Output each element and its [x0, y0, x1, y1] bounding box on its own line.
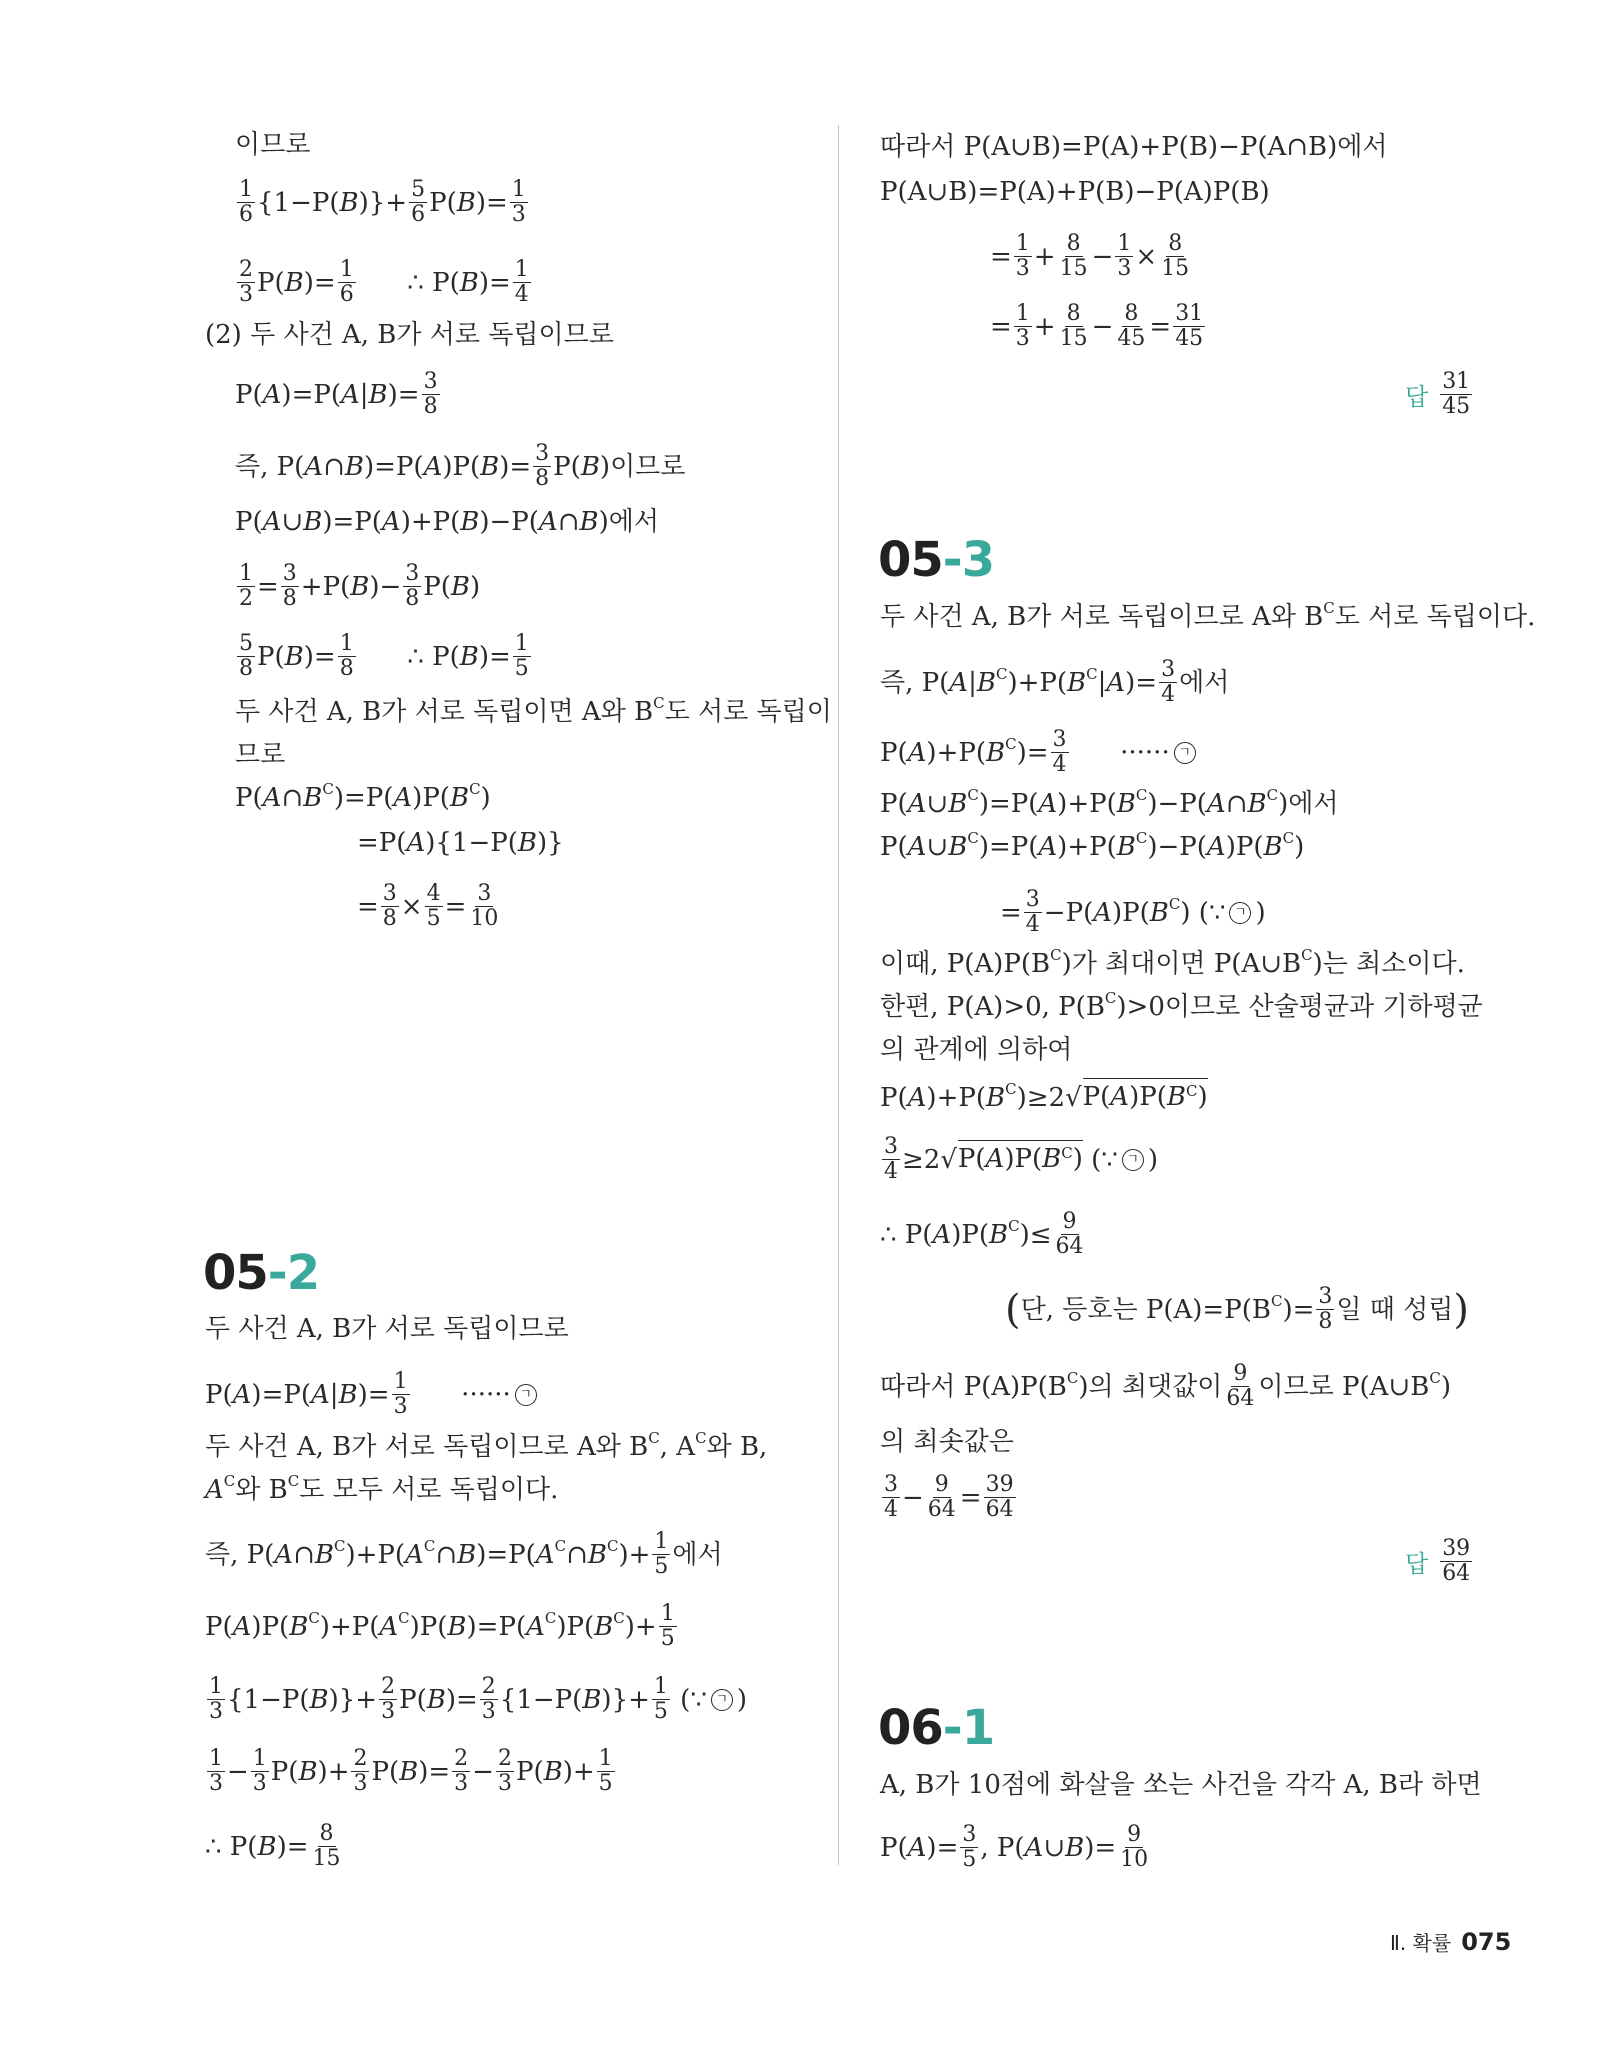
section-heading-06-1: 06-1 — [878, 1700, 995, 1756]
equation: P( A )+P( B C )≥2√ $P(A)P(B^C)$ — [880, 1078, 1208, 1117]
text-line: P(A∪B)=P(A)+P(B)−P(A)P(B) — [880, 177, 1270, 207]
chapter-label: Ⅱ. 확률 — [1390, 1931, 1452, 1955]
equation: = $\frac{3}{4}$ −P( A )P( B C ) (∵ ㄱ ) — [1000, 887, 1266, 937]
text-line: 이므로 — [235, 130, 311, 160]
page-number: 075 — [1461, 1928, 1512, 1956]
equation: ∴ P( A )P( B C )≤ $\frac{9}{64}$ — [880, 1209, 1084, 1259]
equation: $\frac{5}{8}$ P( B )= $\frac{1}{8}$ ∴ P( B )= $\frac{1}{5}$ — [239, 631, 529, 681]
text-line: (2) 두 사건 A, B가 서로 독립이므로 — [205, 320, 614, 350]
text-line: 따라서 P(A)P(B C )의 최댓값이 $\frac{9}{64}$ 이므로 P(A∪B C ) — [880, 1361, 1451, 1411]
text-line: 므로 — [235, 740, 286, 770]
equation: P( A ∪ B C )=P( A )+P( B C )−P( A )P( B C ) — [880, 829, 1305, 862]
equation: = $\frac{1}{3}$ + $\frac{8}{15}$ − $\frac{1}{3}$ × $\frac{8}{15}$ — [990, 231, 1190, 281]
equation: $\frac{2}{3}$ P( B )= $\frac{1}{6}$ ∴ P( B )= $\frac{1}{4}$ — [239, 257, 529, 307]
equation: = $\frac{1}{3}$ + $\frac{8}{15}$ − $\frac{8}{45}$ = $\frac{31}{45}$ — [990, 301, 1204, 351]
equation: P( A )=P( A | B )= $\frac{3}{8}$ — [235, 369, 438, 419]
section-heading-05-3: 05-3 — [878, 532, 995, 588]
text-line: 두 사건 A, B가 서로 독립이므로 A와 B C , A C 와 B, — [205, 1429, 768, 1462]
equation: $\frac{1}{2}$ = $\frac{3}{8}$ +P( B )− $\frac{3}{8}$ P( B ) — [239, 561, 481, 611]
column-divider — [838, 125, 839, 1865]
equation: P( A )= $\frac{3}{5}$ , P( A ∪ B )= $\frac{9}{10}$ — [880, 1822, 1149, 1872]
text-line: 한편, P(A)>0, P(B C )>0이므로 산술평균과 기하평균 — [880, 989, 1483, 1022]
section-heading-05-2: 05-2 — [203, 1245, 320, 1301]
equation: P( A ∪ B )=P( A )+P( B )−P( A ∩ B )에서 — [235, 507, 660, 537]
text-line: 따라서 P(A∪B)=P(A)+P(B)−P(A∩B)에서 — [880, 132, 1388, 162]
equation: ( 단, 등호는 P(A)=P(B C )= $\frac{3}{8}$ 일 때 성립 ) — [1005, 1284, 1469, 1334]
equation: 즉, P( A ∩ B )=P( A )P( B )= $\frac{3}{8}$ P( B )이므로 — [235, 441, 686, 491]
equation: P( A )P( B C )+P( A C )P( B )=P( A C )P( B C )+ $\frac{1}{5}$ — [205, 1601, 675, 1651]
answer-05-3: 답 $\frac{39}{64}$ — [1405, 1536, 1471, 1586]
text-line: 두 사건 A, B가 서로 독립이면 A와 B C 도 서로 독립이 — [235, 694, 832, 727]
equation: 즉, P( A ∩ B C )+P( A C ∩ B )=P( A C ∩ B C )+ $\frac{1}{5}$ 에서 — [205, 1529, 723, 1579]
text-line: 이때, P(A)P(B C )가 최대이면 P(A∪B C )는 최소이다. — [880, 946, 1465, 979]
equation: $\frac{1}{3}$ − $\frac{1}{3}$ P( B )+ $\frac{2}{3}$ P( B )= $\frac{2}{3}$ − $\frac{2}{3}$ P( B )+ $\frac{1}{5}$ — [209, 1746, 613, 1796]
equation: 즉, P( A | B C )+P( B C | A )= $\frac{3}{4}$ 에서 — [880, 657, 1230, 707]
equation: $\frac{1}{3}$ {1−P( B )}+ $\frac{2}{3}$ P( B )= $\frac{2}{3}$ {1−P( B )}+ $\frac{1}{5}$ (∵ ㄱ ) — [209, 1674, 748, 1724]
equation: $\frac{3}{4}$ − $\frac{9}{64}$ = $\frac{39}{64}$ — [884, 1472, 1014, 1522]
equation: P( A )+P( B C )= $\frac{3}{4}$ ······ ㄱ — [880, 728, 1200, 777]
equation: P( A ∪ B C )=P( A )+P( B C )−P( A ∩ B C )에서 — [880, 786, 1339, 819]
text-line: A C 와 B C 도 모두 서로 독립이다. — [205, 1472, 559, 1505]
text-line: 의 관계에 의하여 — [880, 1035, 1073, 1065]
text-line: 의 최솟값은 — [880, 1427, 1014, 1457]
equation: P( A )=P( A | B )= $\frac{1}{3}$ ······ ㄱ — [205, 1370, 541, 1419]
text-line: A, B가 10점에 화살을 쏘는 사건을 각각 A, B라 하면 — [880, 1770, 1482, 1800]
equation: P( A ∩ B C )=P( A )P( B C ) — [235, 780, 491, 813]
text-line: 두 사건 A, B가 서로 독립이므로 — [205, 1314, 569, 1344]
equation: = $\frac{3}{8}$ × $\frac{4}{5}$ = $\frac{3}{10}$ — [357, 881, 499, 931]
answer-05-1: 답 $\frac{31}{45}$ — [1405, 369, 1471, 419]
equation: ∴ P( B )= $\frac{8}{15}$ — [205, 1821, 341, 1871]
text-line: 두 사건 A, B가 서로 독립이므로 A와 B C 도 서로 독립이다. — [880, 599, 1536, 632]
equation: $\frac{1}{6}$ {1−P( B )}+ $\frac{5}{6}$ P( B )= $\frac{1}{3}$ — [239, 177, 526, 227]
page-footer — [1390, 1927, 1511, 1956]
equation: =P( A ){1−P( B )} — [357, 828, 564, 858]
equation: $\frac{3}{4}$ ≥2√ $P(A)P(B^C)$ (∵ ㄱ ) — [884, 1134, 1158, 1184]
